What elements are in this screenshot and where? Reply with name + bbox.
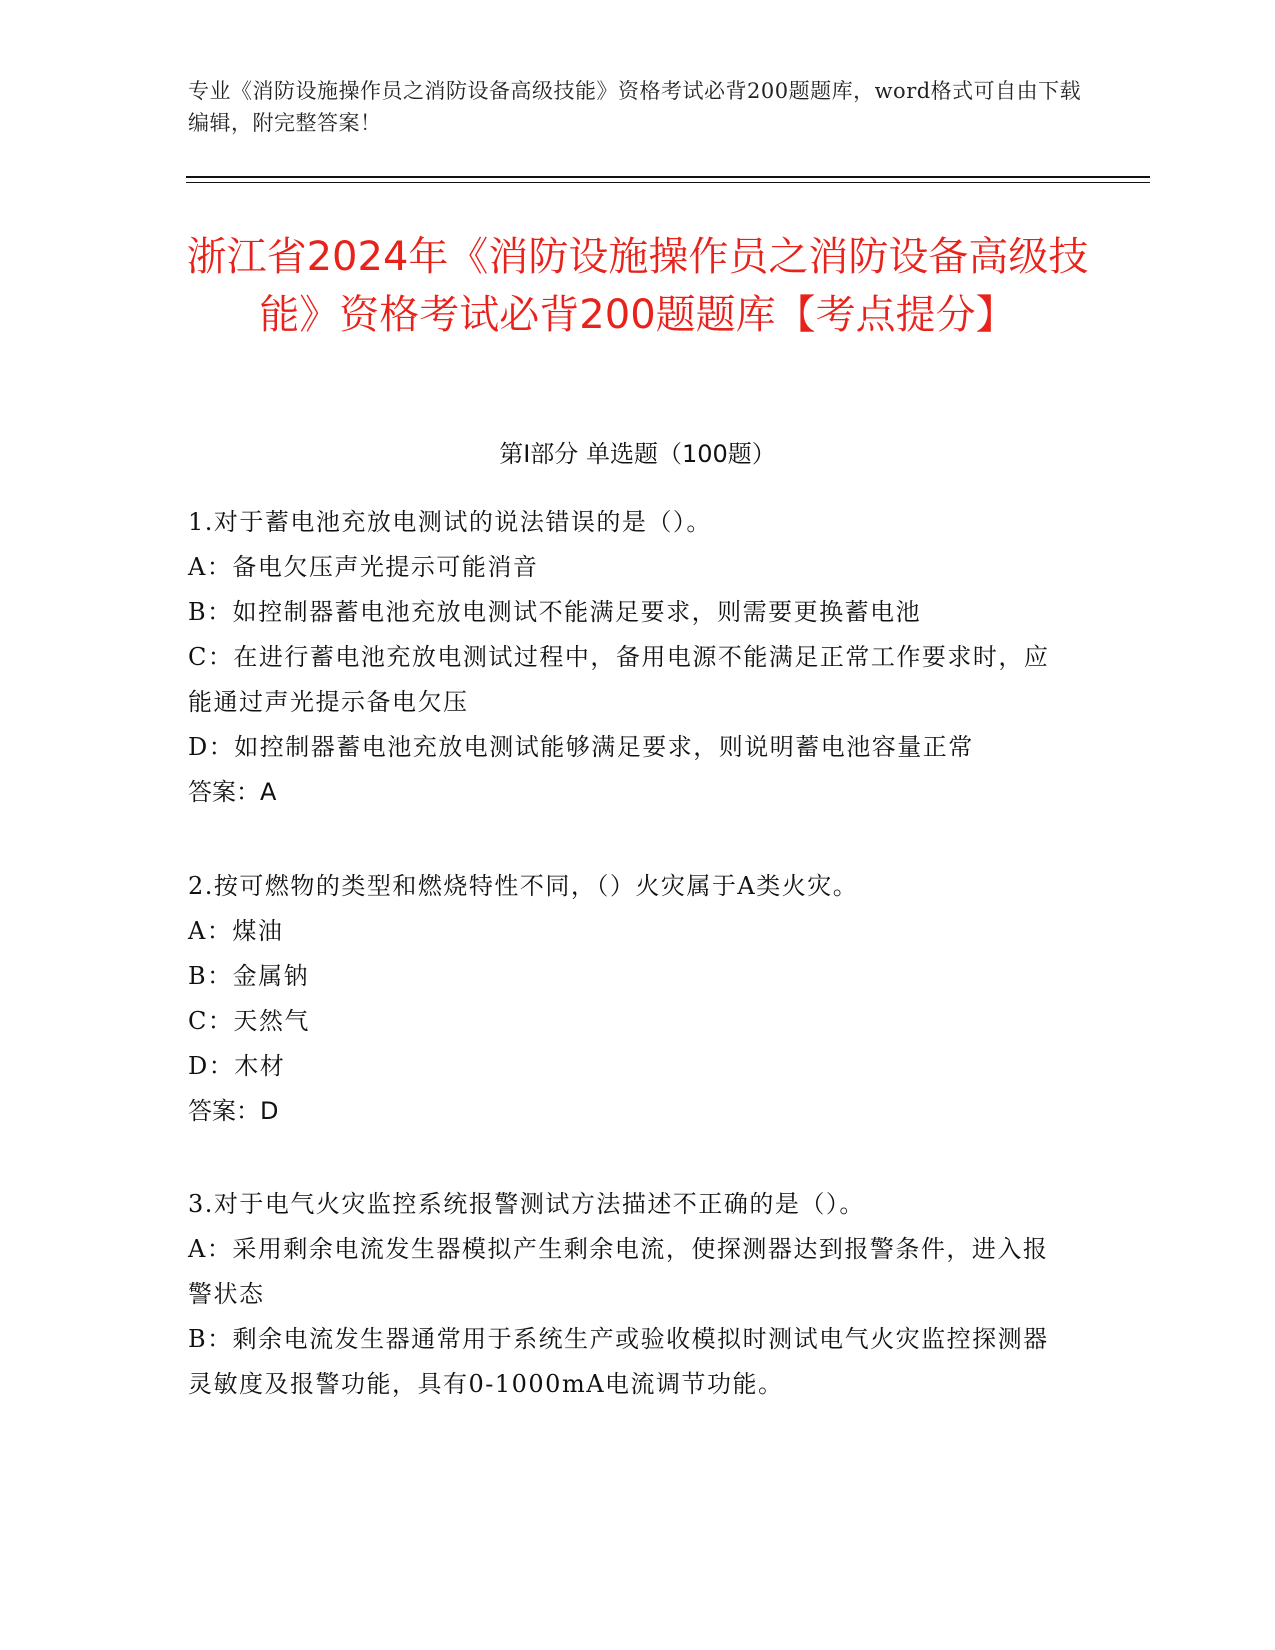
question-option-a: A：采用剩余电流发生器模拟产生剩余电流，使探测器达到报警条件，进入报警状态 — [188, 1235, 1049, 1308]
question-option-a: A：煤油 — [188, 917, 284, 945]
question-answer: 答案：A — [188, 778, 277, 806]
question-option-a: A：备电欠压声光提示可能消音 — [188, 553, 539, 581]
section-heading: 第Ⅰ部分 单选题（100题） — [499, 440, 776, 468]
question-3 — [188, 1182, 1068, 1407]
question-1 — [188, 500, 1068, 815]
header-divider-thin — [186, 182, 1150, 183]
document-title: 浙江省2024年《消防设施操作员之消防设备高级技能》资格考试必背200题题库【考点提分】 — [186, 234, 1089, 338]
question-stem: 2.按可燃物的类型和燃烧特性不同，（）火灾属于A类火灾。 — [188, 872, 859, 900]
question-option-c: C：在进行蓄电池充放电测试过程中，备用电源不能满足正常工作要求时，应能通过声光提示备电欠压 — [188, 643, 1050, 716]
question-option-c: C：天然气 — [188, 1007, 310, 1035]
question-option-b: B：剩余电流发生器通常用于系统生产或验收模拟时测试电气火灾监控探测器灵敏度及报警功能，具有0-1000mA电流调节功能。 — [188, 1325, 1049, 1398]
question-option-b: B：金属钠 — [188, 962, 310, 990]
question-stem: 1.对于蓄电池充放电测试的说法错误的是（）。 — [188, 508, 712, 536]
header-note: 专业《消防设施操作员之消防设备高级技能》资格考试必背200题题库，word格式可自由下载编辑，附完整答案！ — [188, 79, 1082, 135]
question-option-d: D：木材 — [188, 1052, 286, 1080]
question-option-d: D：如控制器蓄电池充放电测试能够满足要求，则说明蓄电池容量正常 — [188, 733, 974, 761]
question-answer: 答案：D — [188, 1097, 279, 1125]
question-stem: 3.对于电气火灾监控系统报警测试方法描述不正确的是（）。 — [188, 1190, 865, 1218]
question-option-b: B：如控制器蓄电池充放电测试不能满足要求，则需要更换蓄电池 — [188, 598, 922, 626]
question-2 — [188, 864, 1068, 1134]
header-divider-thick — [186, 176, 1150, 178]
